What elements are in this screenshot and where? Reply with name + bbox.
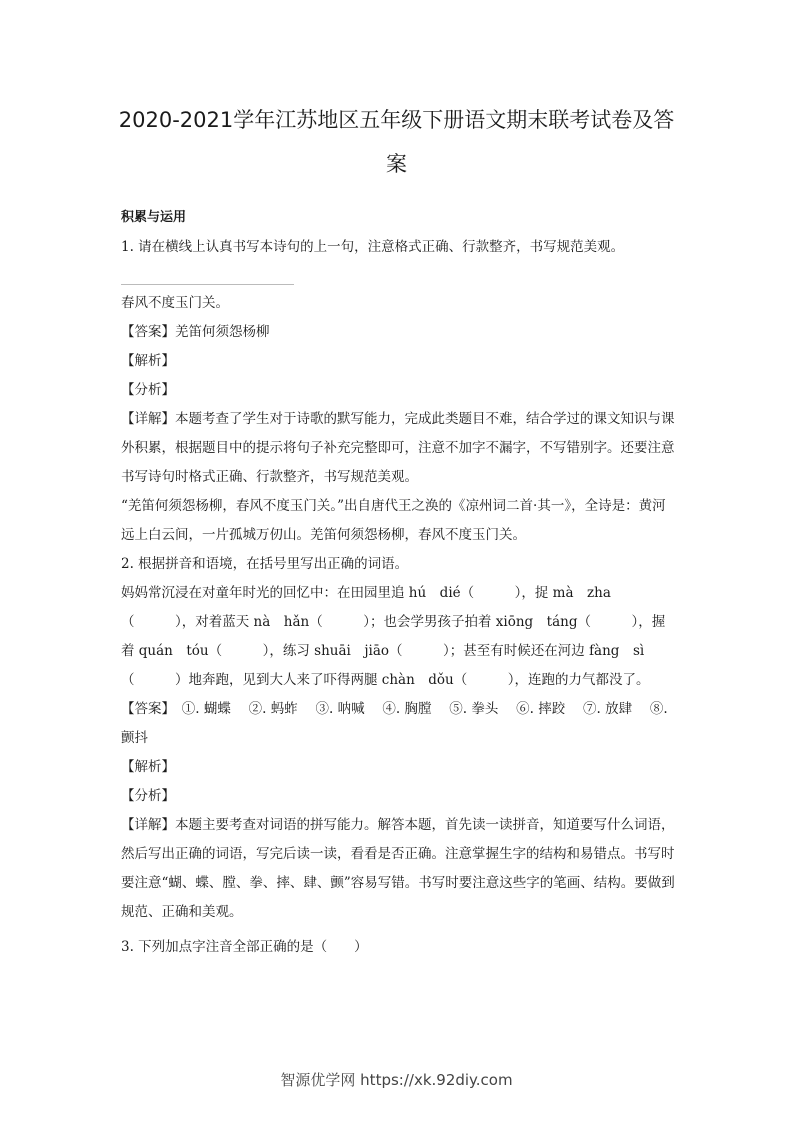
q1-detail: 【详解】本题考查了学生对于诗歌的默写能力，完成此类题目不难，结合学过的课文知识与课外积累，根据题目中的提示将句子补充完整即可，注意不加字不漏字，不写错别字。还要注意书写诗句时格式正确、行款整齐，书写规范美观。 <box>121 411 675 485</box>
document-body <box>121 233 677 962</box>
q2-fenxi: 【分析】 <box>121 788 175 804</box>
q1-answer: 【答案】羌笛何须怨杨柳 <box>121 324 270 340</box>
q2-detail: 【详解】本题主要考查对词语的拼写能力。解答本题，首先读一读拼音，知道要写什么词语，然后写出正确的词语，写完后读一读，看看是否正确。注意掌握生字的结构和易错点。书写时要注意“蝴、蝶、膛、拳、摔、肆、颤”容易写错。书写时要注意这些字的笔画、结构。要做到规范、正确和美观。 <box>121 817 675 920</box>
title-line-2: 案 <box>386 152 407 176</box>
section-heading: 积累与运用 <box>121 210 187 225</box>
document-title <box>100 98 693 186</box>
title-line-1: 2020-2021学年江苏地区五年级下册语文期末联考试卷及答 <box>118 108 675 132</box>
q1-quote: “羌笛何须怨杨柳，春风不度玉门关。”出自唐代王之涣的《凉州词二首·其一》，全诗是：黄河远上白云间，一片孤城万仞山。羌笛何须怨杨柳，春风不度玉门关。 <box>121 498 666 543</box>
q2-answer: 【答案】 ①. 蝴蝶 ②. 蚂蚱 ③. 呐喊 ④. 胸膛 ⑤. 拳头 ⑥. 摔跤 ⑦. 放肆 ⑧. 颤抖 <box>121 701 668 746</box>
q2-text: 妈妈常沉浸在对童年时光的回忆中：在田园里追 hú dié（ ），捉 mà zha（ ），对着蓝天 nà hǎn（ ）；也会学男孩子拍着 xiōng táng（ ），握着 quán tóu（ ），练习 shuāi jiāo（ ）；甚至有时候还在河边 fàng sì（ ）地奔跑，见到大人来了吓得两腿 chàn dǒu（ ），连跑的力气都没了。 <box>121 585 666 688</box>
q1-question: 1. 请在横线上认真书写本诗句的上一句，注意格式正确、行款整齐，书写规范美观。 <box>121 239 625 255</box>
footer-watermark: 智源优学网 https://xk.92diy.com <box>280 1071 513 1089</box>
q1-jiexi: 【解析】 <box>121 353 175 369</box>
q1-line-text: 春风不度玉门关。 <box>121 295 229 311</box>
q3-question: 3. 下列加点字注音全部正确的是（ ） <box>121 939 368 955</box>
answer-line <box>121 262 294 285</box>
q2-question: 2. 根据拼音和语境，在括号里写出正确的词语。 <box>121 556 409 572</box>
q2-jiexi: 【解析】 <box>121 759 175 775</box>
q1-fenxi: 【分析】 <box>121 382 175 398</box>
